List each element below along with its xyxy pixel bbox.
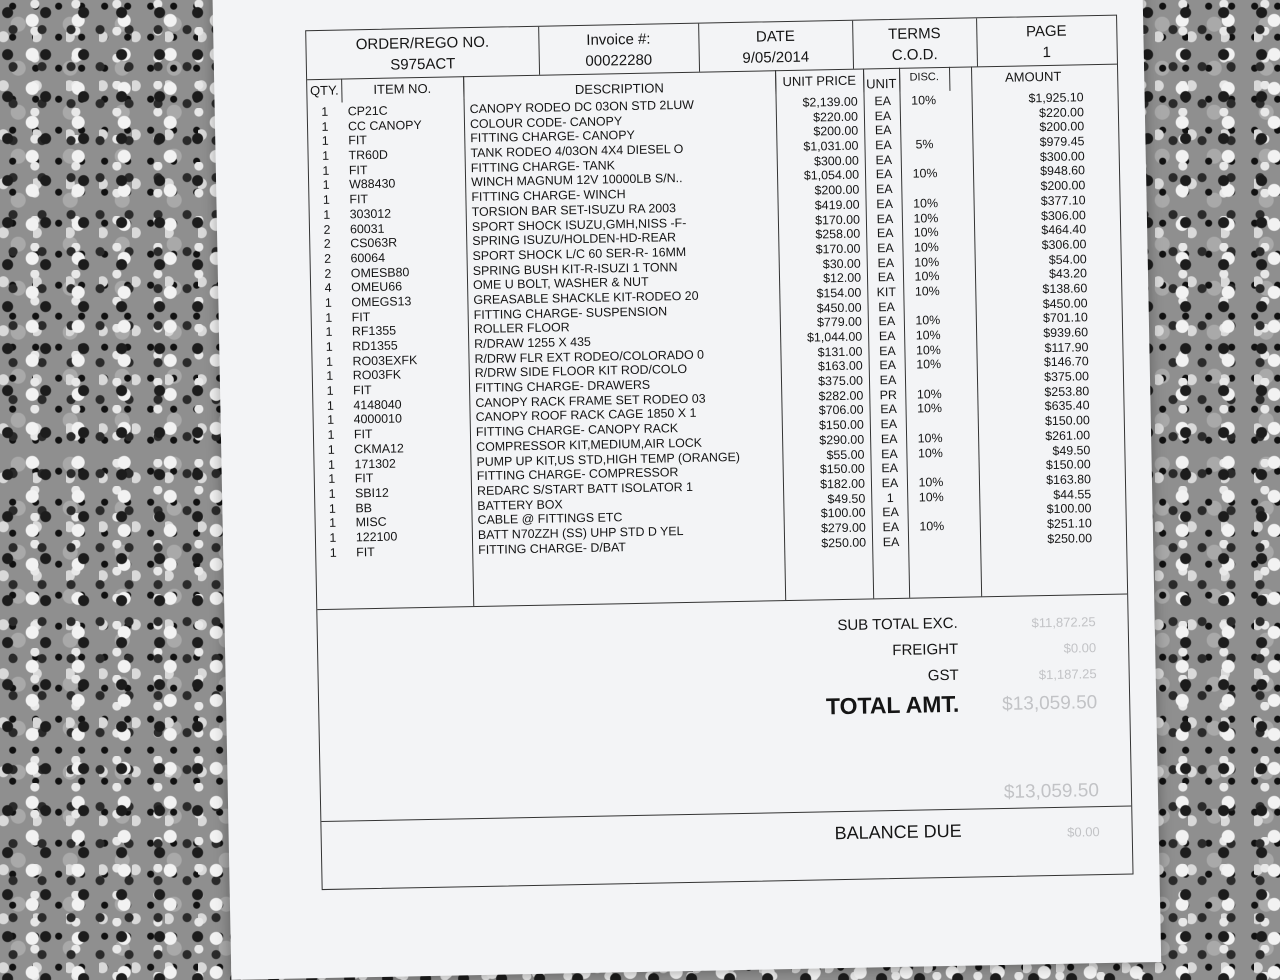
- invoice-label: Invoice #:: [586, 30, 651, 49]
- item-no-cell: OMESB80: [350, 264, 410, 280]
- description-cell: CANOPY RACK FRAME SET RODEO 03: [475, 391, 706, 410]
- col-disc: [899, 67, 950, 92]
- discount-cell: 10%: [913, 210, 939, 226]
- description-cell: ROLLER FLOOR: [473, 320, 570, 337]
- qty-cell: 1: [328, 471, 336, 487]
- amount-cell: $635.40: [1044, 398, 1090, 414]
- col-item: [341, 76, 464, 102]
- col-unit-price-label: UNIT PRICE: [782, 72, 857, 90]
- qty-cell: 1: [324, 295, 332, 310]
- page-value: 1: [1042, 43, 1052, 62]
- discount-cell: [909, 372, 949, 373]
- description-cell: SPRING BUSH KIT-R-ISUZI 1 TONN: [472, 259, 678, 278]
- unit-price-cell: $300.00: [813, 153, 859, 169]
- amount-cell: $220.00: [1038, 104, 1085, 120]
- amount-cell: $1,925.10: [1028, 90, 1084, 106]
- page-cell: [976, 16, 1117, 67]
- amount-cell: $377.10: [1040, 193, 1086, 208]
- invoice-paper: [212, 0, 1161, 980]
- unit-price-cell: $706.00: [818, 403, 864, 418]
- qty-cell: 2: [323, 236, 331, 252]
- description-cell: SPORT SHOCK ISUZU,GMH,NISS -F-: [471, 215, 687, 234]
- unit-price-cell: $1,054.00: [803, 168, 860, 184]
- terms-value: C.O.D.: [891, 46, 938, 64]
- item-no-cell: RO03FK: [352, 367, 402, 383]
- total-value-repeat: $13,059.50: [1003, 780, 1100, 803]
- qty-cell: 2: [323, 251, 332, 266]
- description-cell: TORSION BAR SET-ISUZU RA 2003: [471, 200, 677, 219]
- unit-cell: EA: [874, 93, 892, 109]
- invoice-cell: [538, 24, 700, 75]
- unit-cell: EA: [881, 461, 899, 476]
- description-cell: SPORT SHOCK L/C 60 SER-R- 16MM: [472, 244, 687, 263]
- description-cell: CABLE @ FITTINGS ETC: [477, 510, 623, 528]
- amount-cell: $250.00: [1047, 530, 1093, 546]
- qty-cell: 1: [326, 383, 334, 398]
- description-cell: FITTING CHARGE- WINCH: [471, 187, 626, 205]
- unit-price-cell: $290.00: [819, 432, 865, 448]
- item-no-cell: 303012: [349, 206, 392, 222]
- qty-cell: 1: [327, 457, 336, 472]
- description-cell: R/DRAW 1255 X 435: [474, 334, 591, 352]
- unit-price-cell: $279.00: [820, 520, 866, 536]
- unit-cell: EA: [876, 226, 894, 241]
- amount-cell: $54.00: [1048, 251, 1087, 267]
- amount-cell: $375.00: [1044, 369, 1090, 385]
- discount-cell: 10%: [914, 284, 940, 299]
- qty-cell: 2: [324, 266, 332, 281]
- description-cell: WINCH MAGNUM 12V 10000LB S/N..: [470, 171, 683, 190]
- unit-cell: EA: [875, 152, 893, 168]
- description-cell: FITTING CHARGE- CANOPY: [470, 128, 635, 146]
- discount-cell: 10%: [915, 328, 941, 343]
- unit-price-cell: $779.00: [816, 314, 863, 330]
- unit-price-cell: $200.00: [814, 182, 860, 198]
- item-no-cell: 122100: [355, 529, 398, 545]
- qty-cell: 1: [328, 501, 336, 516]
- amount-cell: $150.00: [1045, 457, 1091, 473]
- amount-cell: $300.00: [1039, 149, 1085, 164]
- item-no-cell: 4148040: [353, 397, 402, 413]
- amount-cell: $306.00: [1041, 237, 1087, 252]
- item-no-cell: 171302: [354, 456, 396, 471]
- qty-cell: 1: [322, 148, 330, 163]
- qty-cell: 1: [326, 369, 334, 384]
- unit-cell: EA: [880, 417, 898, 432]
- col-desc: [463, 70, 776, 100]
- description-cell: FITTING CHARGE- D/BAT: [478, 539, 627, 557]
- unit-price-cell: $100.00: [820, 505, 866, 521]
- description-cell: FITTING CHARGE- COMPRESSOR: [476, 465, 679, 484]
- date-cell: [698, 21, 854, 72]
- qty-cell: 1: [322, 163, 330, 178]
- discount-cell: [910, 416, 950, 417]
- col-item-label: ITEM NO.: [373, 80, 432, 97]
- item-no-cell: CS063R: [350, 235, 398, 251]
- unit-price-cell: $170.00: [815, 241, 861, 257]
- discount-cell: 10%: [914, 269, 940, 284]
- unit-cell: EA: [874, 123, 892, 138]
- discount-cell: 10%: [918, 474, 944, 490]
- unit-cell: EA: [875, 167, 893, 182]
- unit-price-cell: $55.00: [826, 447, 865, 462]
- unit-cell: EA: [877, 240, 894, 256]
- unit-price-cell: $150.00: [818, 417, 864, 433]
- balance-due-value: $0.00: [1067, 824, 1100, 840]
- unit-cell: EA: [879, 358, 897, 373]
- item-no-cell: 60031: [349, 221, 385, 236]
- qty-cell: 1: [327, 427, 335, 442]
- description-cell: SPRING ISUZU/HOLDEN-HD-REAR: [472, 230, 677, 249]
- discount-cell: 10%: [913, 195, 939, 211]
- col-unit-price: [775, 69, 864, 95]
- unit-cell: EA: [882, 534, 900, 549]
- col-disc-label: DISC.: [909, 71, 939, 84]
- description-cell: CANOPY ROOF RACK CAGE 1850 X 1: [475, 406, 697, 425]
- description-cell: FITTING CHARGE- CANOPY RACK: [475, 421, 679, 440]
- amount-cell: $450.00: [1042, 295, 1088, 311]
- unit-cell: EA: [880, 431, 898, 447]
- discount-cell: 5%: [915, 137, 934, 152]
- discount-cell: 10%: [916, 386, 942, 402]
- discount-cell: 10%: [913, 239, 939, 255]
- unit-cell: EA: [878, 299, 895, 314]
- qty-cell: 1: [323, 207, 331, 222]
- discount-cell: 10%: [913, 225, 939, 240]
- discount-cell: [904, 108, 944, 109]
- description-cell: CANOPY RODEO DC 03ON STD 2LUW: [469, 97, 695, 117]
- amount-cell: $253.80: [1044, 383, 1090, 399]
- item-no-cell: 4000010: [353, 411, 403, 427]
- unit-cell: EA: [882, 519, 900, 535]
- unit-price-cell: $2,139.00: [802, 94, 858, 110]
- item-no-cell: FIT: [348, 162, 368, 178]
- item-no-cell: SBI12: [354, 485, 389, 501]
- discount-cell: 10%: [919, 518, 945, 534]
- description-cell: R/DRW SIDE FLOOR KIT ROD/COLO: [474, 362, 688, 381]
- qty-cell: 1: [327, 442, 335, 457]
- unit-price-cell: $375.00: [818, 373, 864, 389]
- freight-value: $0.00: [1063, 640, 1097, 656]
- qty-cell: 1: [328, 486, 336, 501]
- unit-price-cell: $163.00: [817, 358, 863, 374]
- amount-cell: $43.20: [1048, 266, 1088, 282]
- amount-cell: $306.00: [1040, 207, 1086, 223]
- description-cell: FITTING CHARGE- DRAWERS: [474, 377, 651, 396]
- discount-cell: [905, 152, 945, 153]
- unit-cell: EA: [880, 402, 897, 417]
- qty-cell: 1: [325, 325, 333, 340]
- unit-cell: EA: [876, 211, 894, 226]
- discount-cell: [911, 460, 951, 461]
- description-cell: PUMP UP KIT,US STD,HIGH TEMP (ORANGE): [476, 449, 741, 469]
- qty-cell: 1: [325, 310, 333, 325]
- terms-cell: [852, 18, 978, 68]
- qty-cell: 1: [325, 339, 333, 354]
- item-no-cell: MISC: [355, 515, 387, 530]
- item-no-cell: RD1355: [352, 338, 398, 354]
- amount-cell: $979.45: [1039, 134, 1085, 150]
- amount-cell: $100.00: [1046, 501, 1092, 517]
- unit-cell: EA: [878, 328, 896, 344]
- unit-cell: PR: [879, 387, 898, 403]
- description-cell: COMPRESSOR KIT,MEDIUM,AIR LOCK: [476, 435, 703, 454]
- discount-cell: 10%: [917, 445, 943, 461]
- invoice-number: 00022280: [585, 51, 653, 70]
- unit-price-cell: $150.00: [819, 461, 865, 477]
- item-no-cell: BB: [355, 500, 373, 515]
- unit-cell: EA: [875, 138, 892, 153]
- unit-cell: EA: [875, 182, 893, 197]
- amount-cell: $150.00: [1044, 413, 1090, 429]
- amount-cell: $939.60: [1043, 325, 1089, 341]
- discount-cell: 10%: [915, 342, 941, 358]
- subtotal-label: SUB TOTAL EXC.: [837, 614, 958, 635]
- discount-cell: [904, 122, 944, 123]
- item-no-cell: FIT: [354, 471, 374, 486]
- amount-cell: $251.10: [1046, 516, 1092, 532]
- description-cell: BATTERY BOX: [477, 496, 563, 513]
- unit-cell: EA: [879, 343, 896, 358]
- description-cell: BATT N70ZZH (SS) UHP STD D YEL: [477, 523, 684, 542]
- order-label: ORDER/REGO NO.: [355, 33, 490, 54]
- item-no-cell: CP21C: [347, 103, 388, 119]
- discount-cell: 10%: [914, 254, 940, 270]
- amount-cell: $117.90: [1044, 339, 1089, 355]
- item-no-cell: CC CANOPY: [347, 117, 422, 134]
- unit-cell: KIT: [876, 284, 897, 300]
- description-cell: COLOUR CODE- CANOPY: [469, 113, 623, 131]
- discount-cell: 10%: [918, 489, 944, 505]
- unit-price-cell: $170.00: [814, 212, 861, 227]
- unit-cell: EA: [878, 314, 896, 329]
- qty-cell: 1: [329, 515, 337, 531]
- col-qty-label: QTY.: [309, 82, 339, 99]
- description-cell: R/DRW FLR EXT RODEO/COLORADO 0: [474, 347, 705, 366]
- qty-cell: 1: [321, 104, 329, 119]
- unit-cell: EA: [877, 255, 895, 270]
- order-cell: [306, 27, 540, 79]
- description-cell: FITTING CHARGE- TANK: [470, 158, 616, 175]
- unit-cell: EA: [882, 505, 899, 520]
- unit-price-cell: $154.00: [816, 285, 862, 301]
- subtotal-value: $11,872.25: [1031, 614, 1096, 631]
- item-no-cell: OMEGS13: [351, 294, 412, 310]
- discount-cell: 10%: [915, 313, 941, 328]
- unit-price-cell: $220.00: [813, 109, 859, 125]
- item-no-cell: FIT: [356, 544, 375, 559]
- item-no-cell: FIT: [352, 383, 372, 398]
- item-no-cell: OMEU66: [350, 279, 403, 295]
- unit-price-cell: $1,044.00: [806, 329, 863, 345]
- total-amount-label: TOTAL AMT.: [825, 690, 960, 720]
- description-cell: FITTING CHARGE- SUSPENSION: [473, 303, 668, 322]
- qty-cell: 1: [321, 134, 329, 149]
- discount-cell: [912, 534, 952, 535]
- unit-price-cell: $282.00: [818, 388, 864, 404]
- unit-cell: EA: [876, 196, 894, 212]
- date-value: 9/05/2014: [742, 48, 810, 67]
- qty-cell: 1: [322, 192, 331, 208]
- discount-cell: [907, 299, 947, 300]
- qty-cell: 1: [325, 354, 334, 369]
- discount-cell: 10%: [916, 357, 942, 372]
- col-amount: [949, 64, 1117, 91]
- amount-cell: $200.00: [1040, 178, 1086, 194]
- discount-cell: [905, 181, 945, 182]
- qty-cell: 1: [326, 398, 334, 413]
- unit-cell: EA: [874, 108, 892, 123]
- order-value: S975ACT: [390, 55, 456, 74]
- amount-cell: $200.00: [1039, 119, 1085, 135]
- amount-cell: $44.55: [1053, 486, 1092, 502]
- unit-cell: EA: [881, 475, 899, 491]
- freight-label: FREIGHT: [892, 640, 959, 660]
- qty-cell: 1: [329, 530, 337, 545]
- amount-cell: $49.50: [1052, 442, 1091, 458]
- unit-price-cell: $450.00: [816, 300, 862, 316]
- col-qty: [307, 79, 342, 104]
- unit-price-cell: $49.50: [827, 491, 866, 506]
- item-no-cell: RF1355: [351, 323, 397, 339]
- unit-price-cell: $419.00: [814, 197, 860, 213]
- item-no-cell: FIT: [351, 309, 371, 325]
- qty-cell: 4: [324, 281, 332, 296]
- unit-cell: EA: [877, 270, 895, 285]
- amount-cell: $163.80: [1046, 472, 1092, 487]
- gst-value: $1,187.25: [1038, 666, 1097, 683]
- unit-price-cell: $200.00: [813, 124, 859, 139]
- divider: [317, 594, 1127, 611]
- total-value: $13,059.50: [1001, 692, 1098, 715]
- description-cell: REDARC S/START BATT ISOLATOR 1: [476, 479, 694, 498]
- description-cell: TANK RODEO 4/03ON 4X4 DIESEL O: [470, 142, 684, 161]
- item-no-cell: CKMA12: [354, 441, 404, 457]
- qty-cell: 1: [321, 119, 329, 134]
- item-no-cell: RO03EXFK: [352, 352, 418, 369]
- page-label: PAGE: [1025, 22, 1067, 41]
- col-unit-label: UNIT: [865, 75, 897, 92]
- unit-price-cell: $250.00: [821, 535, 867, 551]
- amount-cell: $464.40: [1041, 222, 1087, 238]
- unit-price-cell: $30.00: [822, 256, 861, 271]
- qty-cell: 1: [322, 178, 330, 193]
- discount-cell: 10%: [917, 401, 943, 416]
- discount-cell: 10%: [911, 93, 937, 108]
- col-unit: [863, 68, 900, 93]
- col-desc-label: DESCRIPTION: [574, 80, 664, 98]
- item-no-cell: FIT: [349, 192, 369, 207]
- description-cell: OME U BOLT, WASHER & NUT: [472, 274, 649, 293]
- unit-cell: 1: [886, 490, 894, 505]
- item-no-cell: W88430: [349, 176, 396, 192]
- amount-cell: $261.00: [1045, 428, 1091, 443]
- balance-due-label: BALANCE DUE: [834, 820, 962, 844]
- item-no-cell: FIT: [353, 427, 373, 442]
- unit-price-cell: $12.00: [822, 270, 862, 286]
- description-cell: GREASABLE SHACKLE KIT-RODEO 20: [473, 288, 699, 307]
- item-no-cell: TR60D: [348, 147, 388, 163]
- divider: [321, 806, 1131, 823]
- unit-cell: EA: [881, 446, 898, 461]
- unit-price-cell: $182.00: [820, 476, 866, 492]
- terms-label: TERMS: [887, 25, 941, 44]
- amount-cell: $138.60: [1042, 281, 1088, 297]
- qty-cell: 1: [329, 545, 337, 560]
- item-no-cell: 60064: [350, 250, 386, 266]
- line-items: [308, 90, 1127, 561]
- totals-labels: [758, 615, 959, 697]
- unit-price-cell: $1,031.00: [803, 138, 859, 154]
- amount-cell: $146.70: [1043, 354, 1089, 370]
- item-no-cell: FIT: [348, 133, 368, 148]
- discount-cell: 10%: [912, 166, 938, 182]
- invoice-form: [305, 15, 1133, 890]
- date-label: DATE: [755, 27, 795, 46]
- qty-cell: 1: [327, 413, 335, 428]
- amount-cell: $948.60: [1040, 163, 1086, 179]
- unit-price-cell: $258.00: [815, 226, 861, 242]
- unit-cell: EA: [879, 373, 897, 388]
- discount-cell: 10%: [917, 430, 943, 446]
- discount-cell: [911, 504, 951, 505]
- gst-label: GST: [927, 666, 959, 685]
- amount-cell: $701.10: [1042, 310, 1088, 326]
- unit-price-cell: $131.00: [817, 344, 863, 360]
- qty-cell: 2: [323, 222, 331, 237]
- col-amount-label: AMOUNT: [1004, 68, 1062, 85]
